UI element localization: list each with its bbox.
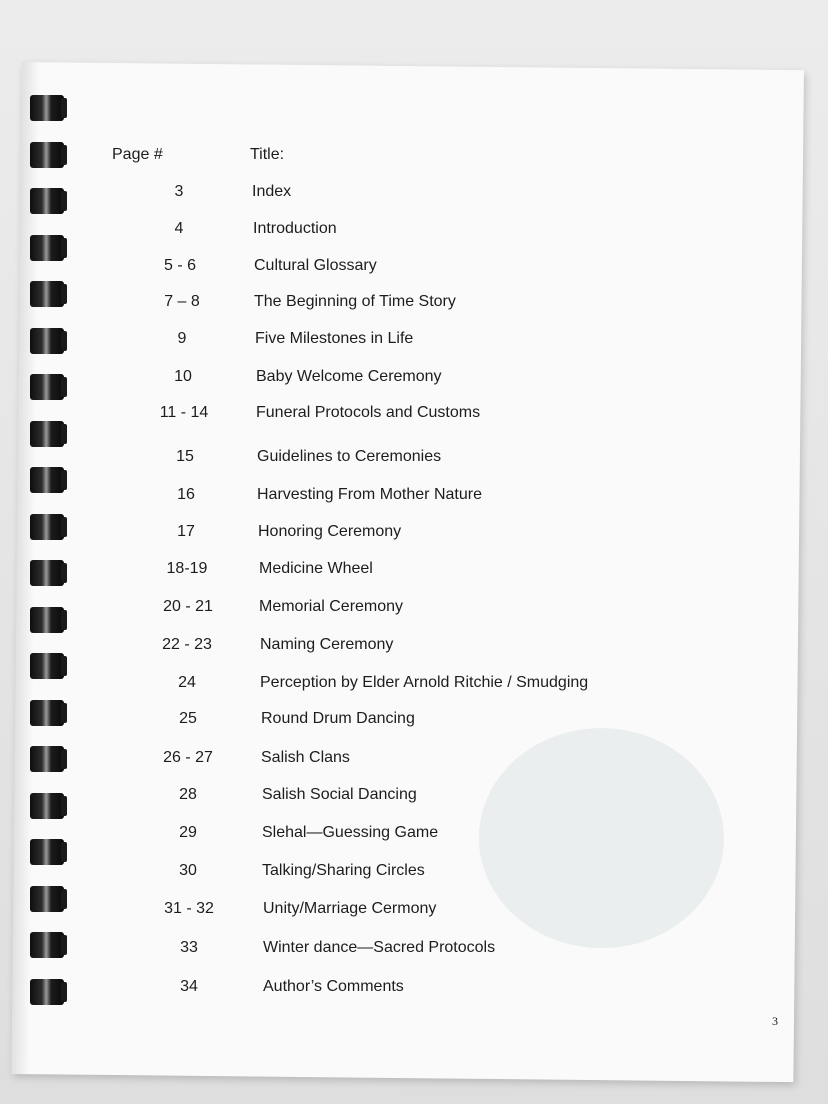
toc-entry	[0, 293, 828, 315]
page-number: 3	[772, 1014, 778, 1028]
toc-entry	[0, 330, 828, 352]
toc-page-number: 16	[177, 486, 195, 503]
toc-page-number: 31 - 32	[164, 900, 214, 917]
toc-title: Memorial Ceremony	[259, 598, 404, 615]
toc-title: Round Drum Dancing	[261, 710, 415, 727]
toc-entry	[0, 824, 828, 846]
page-column-header: Page #	[112, 146, 163, 163]
toc-title: Guidelines to Ceremonies	[257, 448, 442, 465]
toc-title: Talking/Sharing Circles	[262, 862, 425, 879]
toc-entry	[0, 523, 828, 545]
toc-page-number: 25	[179, 710, 197, 727]
toc-page-number: 11 - 14	[159, 404, 209, 421]
toc-page-number: 10	[174, 368, 192, 385]
toc-page-number: 24	[178, 674, 196, 691]
toc-entry	[0, 404, 828, 426]
toc-page-number: 26 - 27	[163, 749, 213, 766]
toc-title: Harvesting From Mother Nature	[257, 486, 482, 503]
toc-entry	[0, 368, 828, 390]
toc-page-number: 7 – 8	[164, 293, 200, 310]
toc-entry	[0, 978, 828, 1000]
toc-title: Winter dance—Sacred Protocols	[263, 939, 496, 956]
toc-page-number: 3	[174, 183, 184, 200]
toc-entry	[0, 939, 828, 961]
toc-entry	[0, 183, 828, 205]
toc-entry	[0, 636, 828, 658]
toc-title: Unity/Marriage Cermony	[263, 900, 437, 917]
toc-entry	[0, 862, 828, 884]
toc-title: Author’s Comments	[263, 978, 404, 995]
toc-title: Baby Welcome Ceremony	[256, 368, 442, 385]
toc-page-number: 9	[177, 330, 187, 347]
toc-entry	[0, 900, 828, 922]
toc-title: Honoring Ceremony	[258, 523, 402, 540]
toc-title: Salish Social Dancing	[262, 786, 417, 803]
toc-title: Perception by Elder Arnold Ritchie / Smudging	[260, 674, 589, 691]
toc-page-number: 22 - 23	[162, 636, 212, 653]
toc-title: Index	[252, 183, 292, 200]
toc-page-number: 20 - 21	[163, 598, 213, 615]
toc-page-number: 29	[179, 824, 197, 841]
toc-title: Naming Ceremony	[260, 636, 394, 653]
binding-ring	[30, 142, 64, 168]
toc-title: Introduction	[253, 220, 337, 237]
toc-entry	[0, 220, 828, 242]
toc-title: Funeral Protocols and Customs	[256, 404, 481, 421]
toc-entry	[0, 598, 828, 620]
toc-page-number: 18-19	[166, 560, 208, 577]
toc-title: Medicine Wheel	[259, 560, 373, 577]
toc-page-number: 30	[179, 862, 197, 879]
binding-ring	[30, 95, 64, 121]
title-column-header: Title:	[250, 146, 285, 163]
toc-entry	[0, 786, 828, 808]
toc-entry	[0, 257, 828, 279]
toc-entry	[0, 486, 828, 508]
toc-title: The Beginning of Time Story	[254, 293, 456, 310]
toc-entry	[0, 710, 828, 732]
toc-page-number: 33	[180, 939, 198, 956]
toc-entry	[0, 560, 828, 582]
toc-page-number: 4	[174, 220, 184, 237]
toc-title: Salish Clans	[261, 749, 350, 766]
toc-page-number: 5 - 6	[163, 257, 196, 274]
toc-page-number: 15	[176, 448, 194, 465]
toc-entry	[0, 448, 828, 470]
toc-title: Slehal—Guessing Game	[262, 824, 439, 841]
toc-entry	[0, 749, 828, 771]
toc-page-number: 34	[180, 978, 198, 995]
toc-title: Cultural Glossary	[254, 257, 377, 274]
toc-page-number: 17	[177, 523, 195, 540]
toc-entry	[0, 674, 828, 696]
toc-title: Five Milestones in Life	[255, 330, 414, 347]
toc-page-number: 28	[179, 786, 197, 803]
